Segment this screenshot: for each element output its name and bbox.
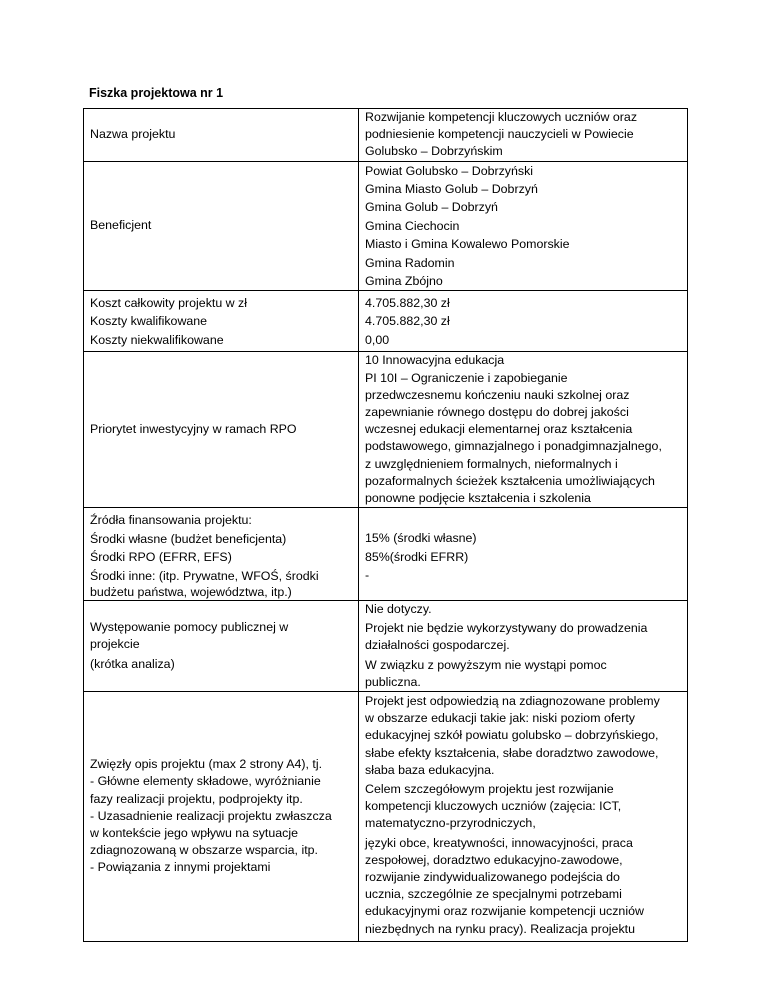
text-line: zdiagnozowaną w obszarze wsparcia, itp.: [90, 843, 318, 858]
text-line: PI 10I – Ograniczenie i zapobieganie: [365, 370, 568, 385]
text-line: Nie dotyczy.: [365, 601, 432, 616]
text-line: (krótka analiza): [90, 657, 175, 672]
text-line: z uwzględnieniem formalnych, nieformalnych i: [365, 456, 618, 471]
text-line: edukacyjnymi oraz rozwijanie kompetencji uczniów: [365, 904, 644, 919]
beneficiary-item: Gmina Miasto Golub – Dobrzyń: [365, 182, 538, 197]
label-public-aid: [84, 600, 359, 691]
cost-label-total: Koszt całkowity projektu w zł: [90, 295, 248, 310]
beneficiary-item: Powiat Golubsko – Dobrzyński: [365, 163, 534, 178]
beneficiary-item: Gmina Golub – Dobrzyń: [365, 200, 498, 215]
text-line: podstawowego, gimnazjalnego i ponadgimnazjalnego,: [365, 439, 662, 454]
text-line: w kontekście jego wpływu na sytuacje: [90, 826, 298, 841]
text-line: publiczna.: [365, 674, 421, 689]
funding-value-other: -: [365, 568, 370, 583]
cost-value-ineligible: 0,00: [365, 332, 390, 347]
value-investment-priority: [359, 352, 688, 508]
text-line: podniesienie kompetencji nauczycieli w Powiecie: [365, 127, 634, 142]
text-line: w obszarze edukacji takie jak: niski poziom oferty: [365, 711, 635, 726]
beneficiary-item: Gmina Zbójno: [365, 274, 443, 289]
funding-value-rpo: 85%(środki EFRR): [365, 549, 469, 564]
text-line: - Powiązania z innymi projektami: [90, 860, 271, 875]
document-title: Fiszka projektowa nr 1: [89, 86, 224, 100]
text-line: Projekt nie będzie wykorzystywany do prowadzenia: [365, 621, 648, 636]
text-line: projekcie: [90, 636, 140, 651]
text-line: Projekt jest odpowiedzią na zdiagnozowane problemy: [365, 693, 660, 708]
text-line: słabe efekty kształcenia, słabe doradztwo zawodowe,: [365, 745, 659, 760]
label-project-name: Nazwa projektu: [84, 109, 359, 162]
label-beneficiary: Beneficjent: [84, 161, 359, 291]
funding-heading: Źródła finansowania projektu:: [90, 513, 252, 528]
label-project-description: [84, 691, 359, 941]
text-line: edukacyjnej szkół powiatu golubsko – dobrzyńskiego,: [365, 728, 659, 743]
row-beneficiary: [84, 161, 688, 291]
beneficiary-item: Gmina Ciechocin: [365, 218, 460, 233]
text-line: fazy realizacji projektu, podprojekty itp.: [90, 791, 303, 806]
text-line: Zwięzły opis projektu (max 2 strony A4), tj.: [90, 757, 323, 772]
row-costs: [84, 291, 688, 352]
text-line: kompetencji kluczowych uczniów (zajęcia: ICT,: [365, 799, 622, 814]
cost-label-ineligible: Koszty niekwalifikowane: [90, 332, 224, 347]
text-line: pozaformalnych ścieżek kształcenia umożliwiających: [365, 473, 655, 488]
row-investment-priority: [84, 352, 688, 508]
funding-label-own: Środki własne (budżet beneficjenta): [90, 531, 287, 546]
row-public-aid: [84, 600, 688, 691]
row-funding-sources: [84, 508, 688, 601]
funding-value-own: 15% (środki własne): [365, 531, 477, 546]
text-line: rozwijanie zindywidualizowanego podejścia do: [365, 869, 620, 884]
text-line: ponowne podjęcie kształcenia i szkolenia: [365, 491, 591, 506]
value-project-name: [359, 109, 688, 162]
text-line: matematyczno-przyrodniczych,: [365, 816, 536, 831]
text-line: W związku z powyższym nie wystąpi pomoc: [365, 657, 607, 672]
value-beneficiary: [359, 161, 688, 291]
project-card-table: [83, 108, 688, 942]
funding-label-other: Środki inne: (itp. Prywatne, WFOŚ, środki: [90, 568, 319, 583]
cost-label-eligible: Koszty kwalifikowane: [90, 314, 208, 329]
funding-label-other-cont: budżetu państwa, województwa, itp.): [90, 584, 292, 599]
text-line: - Uzasadnienie realizacji projektu zwłaszcza: [90, 808, 332, 823]
text-line: - Główne elementy składowe, wyróżnianie: [90, 774, 321, 789]
text-line: Występowanie pomocy publicznej w: [90, 619, 289, 634]
text-line: języki obce, kreatywności, innowacyjności, praca: [365, 835, 633, 850]
beneficiary-item: Miasto i Gmina Kowalewo Pomorskie: [365, 237, 570, 252]
cost-value-eligible: 4.705.882,30 zł: [365, 314, 450, 329]
text-line: Rozwijanie kompetencji kluczowych uczniów oraz: [365, 110, 638, 124]
row-project-name: [84, 109, 688, 162]
text-line: zapewnianie równego dostępu do dobrej jakości: [365, 405, 629, 420]
text-line: zespołowej, doradztwo edukacyjno-zawodowe,: [365, 852, 623, 867]
text-line: działalności gospodarczej.: [365, 638, 510, 653]
label-costs: [84, 291, 359, 352]
value-funding-sources: [359, 508, 688, 601]
label-investment-priority: Priorytet inwestycyjny w ramach RPO: [84, 352, 359, 508]
value-public-aid: [359, 600, 688, 691]
text-line: 10 Innowacyjna edukacja: [365, 353, 505, 368]
funding-label-rpo: Środki RPO (EFRR, EFS): [90, 550, 232, 565]
value-project-description: [359, 691, 688, 941]
text-line: niezbędnych na rynku pracy). Realizacja projektu: [365, 921, 635, 936]
text-line: słaba baza edukacyjna.: [365, 762, 495, 777]
text-line: Golubsko – Dobrzyńskim: [365, 144, 503, 159]
value-costs: [359, 291, 688, 352]
label-funding-sources: [84, 508, 359, 601]
beneficiary-item: Gmina Radomin: [365, 255, 455, 270]
text-line: Celem szczegółowym projektu jest rozwijanie: [365, 781, 614, 796]
text-line: przedwczesnemu kończeniu nauki szkolnej oraz: [365, 387, 630, 402]
text-line: wczesnej edukacji elementarnej oraz kształcenia: [365, 422, 633, 437]
text-line: ucznia, szczególnie ze specjalnymi potrzebami: [365, 887, 622, 902]
row-project-description: [84, 691, 688, 941]
cost-value-total: 4.705.882,30 zł: [365, 295, 450, 310]
